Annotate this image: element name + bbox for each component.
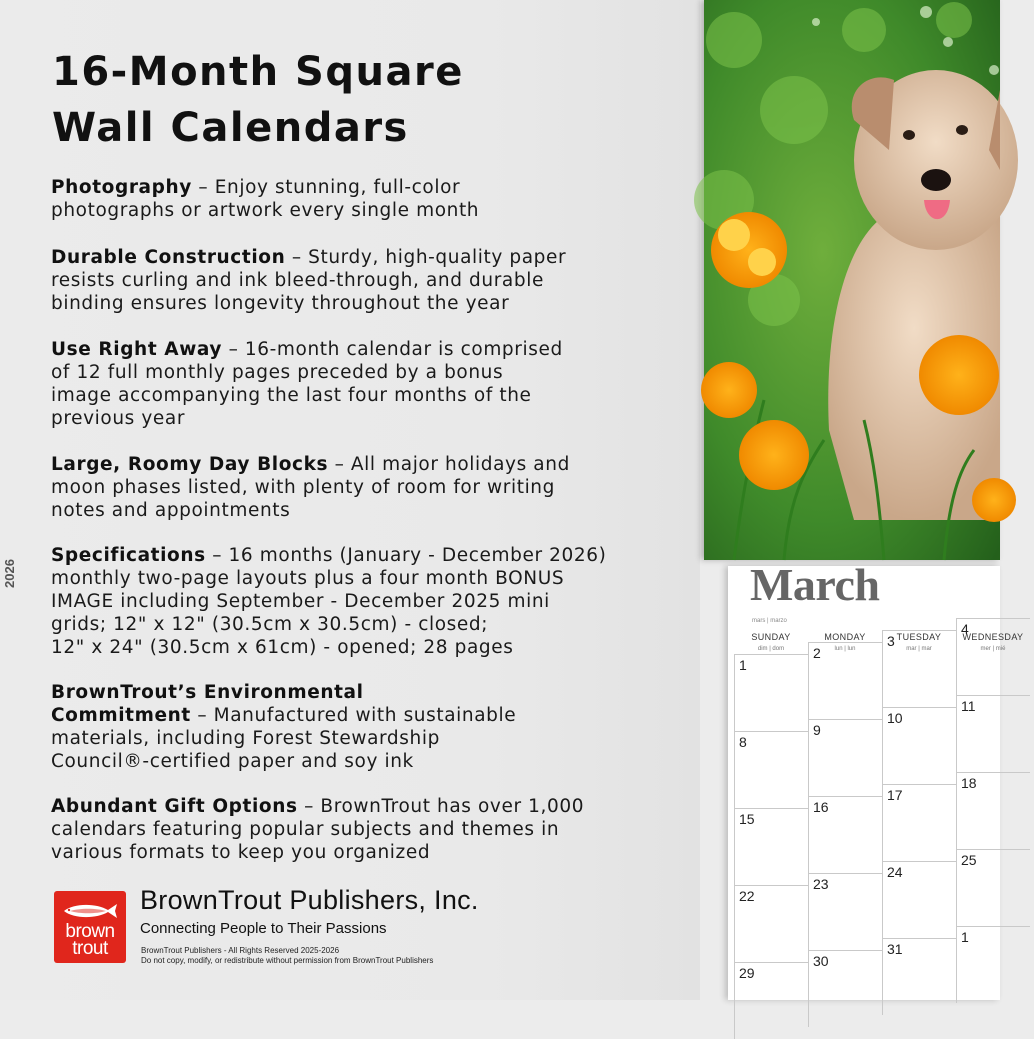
- trout-fish-icon: [60, 899, 120, 923]
- weekday-translation: lun | lun: [834, 646, 856, 652]
- calendar-day-number: 1: [961, 929, 969, 945]
- feature-gift-options: [51, 795, 584, 864]
- weekday-header: WEDNESDAY: [962, 632, 1024, 642]
- feature-use-right-away: [51, 338, 563, 430]
- calendar-day-cell: [808, 642, 882, 719]
- weekday-header: TUESDAY: [896, 632, 942, 642]
- calendar-day-cell: [734, 962, 808, 1039]
- feature-text: – All major holidays and moon phases listed, with plenty of room for writing notes and appointments: [51, 454, 570, 521]
- calendar-day-cell: [956, 849, 1030, 926]
- calendar-day-number: 4: [961, 621, 969, 637]
- feature-heading: Photography: [51, 177, 192, 198]
- calendar-day-number: 10: [887, 710, 903, 726]
- calendar-month-translation: mars | marzo: [752, 618, 787, 624]
- dog-photo: [704, 0, 1000, 560]
- weekday-translation: mer | mié: [980, 646, 1006, 652]
- calendar-day-cell: [808, 796, 882, 873]
- calendar-day-cell: [956, 618, 1030, 695]
- calendar-day-number: 3: [887, 633, 895, 649]
- calendar-day-number: 16: [813, 799, 829, 815]
- calendar-year: 2026: [2, 559, 17, 588]
- feature-text: – Sturdy, high-quality paper resists curling and ink bleed-through, and durable binding ensures longevity throughout the year: [51, 247, 567, 314]
- page-title: 16-Month Square Wall Calendars: [52, 49, 464, 151]
- copyright-line: Do not copy, modify, or redistribute without permission from BrownTrout Publishers: [141, 956, 434, 965]
- calendar-day-cell: [956, 772, 1030, 849]
- publisher-name: BrownTrout Publishers, Inc.: [140, 885, 479, 915]
- calendar-day-number: 25: [961, 852, 977, 868]
- dog-in-flowers-image: [704, 0, 1000, 560]
- calendar-day-number: 8: [739, 734, 747, 750]
- calendar-day-number: 9: [813, 722, 821, 738]
- calendar-day-number: 22: [739, 888, 755, 904]
- feature-photography: [51, 176, 479, 222]
- calendar-day-cell: [808, 950, 882, 1027]
- feature-day-blocks: [51, 453, 570, 522]
- feature-specifications: [51, 544, 606, 659]
- weekday-translation: mar | mar: [906, 646, 932, 652]
- feature-text: – 16 months (January - December 2026) monthly two-page layouts plus a four month BONUS IMAGE including September - December 2025 mini grids; 12" x 12" (30.5cm x 30.5cm) - closed; 12" x 24" (30.5cm x 61cm) - opened; 28 pages: [51, 545, 607, 658]
- calendar-day-cell: [734, 654, 808, 731]
- calendar-day-number: 18: [961, 775, 977, 791]
- feature-heading: Specifications: [51, 545, 206, 566]
- calendar-day-cell: [734, 808, 808, 885]
- feature-text: – 16-month calendar is comprised of 12 full monthly pages preceded by a bonus image accompanying the last four months of the previous year: [51, 339, 563, 429]
- feature-text: – BrownTrout has over 1,000 calendars featuring popular subjects and themes in various formats to keep you organized: [51, 796, 585, 863]
- calendar-day-cell: [808, 719, 882, 796]
- feature-heading: Abundant Gift Options: [51, 796, 298, 817]
- calendar-day-number: 11: [961, 698, 976, 714]
- calendar-day-number: 24: [887, 864, 903, 880]
- calendar-day-cell: [882, 938, 956, 1015]
- feature-heading: Large, Roomy Day Blocks: [51, 454, 329, 475]
- calendar-day-number: 2: [813, 645, 821, 661]
- calendar-day-cell: [956, 695, 1030, 772]
- feature-text: – Enjoy stunning, full-color photographs or artwork every single month: [51, 177, 480, 221]
- logo-text-trout: trout: [72, 938, 108, 959]
- feature-heading: Durable Construction: [51, 247, 286, 268]
- weekday-header: MONDAY: [824, 632, 866, 642]
- calendar-month: March: [750, 559, 880, 610]
- logo-text-brown: brown: [65, 921, 115, 942]
- calendar-day-cell: [808, 873, 882, 950]
- calendar-day-number: 17: [887, 787, 903, 803]
- weekday-header: SUNDAY: [751, 632, 791, 642]
- feature-heading: BrownTrout’s Environmental Commitment: [51, 682, 364, 726]
- feature-text: – Manufactured with sustainable materials, including Forest Stewardship Council®-certified paper and soy ink: [51, 705, 517, 772]
- calendar-day-number: 31: [887, 941, 903, 957]
- publisher-tagline: Connecting People to Their Passions: [140, 920, 387, 937]
- feature-durable-construction: [51, 246, 566, 315]
- calendar-day-cell: [882, 707, 956, 784]
- calendar-day-number: 1: [739, 657, 747, 673]
- calendar-day-number: 23: [813, 876, 829, 892]
- calendar-day-cell: [734, 885, 808, 962]
- calendar-day-number: 15: [739, 811, 755, 827]
- feature-environmental: [51, 681, 516, 773]
- browntrout-logo: [54, 891, 126, 963]
- weekday-translation: dim | dom: [757, 646, 785, 652]
- copyright-notice: [141, 946, 433, 966]
- calendar-day-number: 30: [813, 953, 829, 969]
- calendar-day-cell: [882, 784, 956, 861]
- calendar-day-cell: [882, 861, 956, 938]
- calendar-page: [728, 559, 1024, 1000]
- copyright-line: BrownTrout Publishers - All Rights Reserved 2025-2026: [141, 946, 340, 955]
- calendar-day-cell: [882, 630, 956, 707]
- calendar-day-number: 29: [739, 965, 755, 981]
- feature-heading: Use Right Away: [51, 339, 223, 360]
- calendar-day-cell: [734, 731, 808, 808]
- calendar-day-cell: [956, 926, 1030, 1003]
